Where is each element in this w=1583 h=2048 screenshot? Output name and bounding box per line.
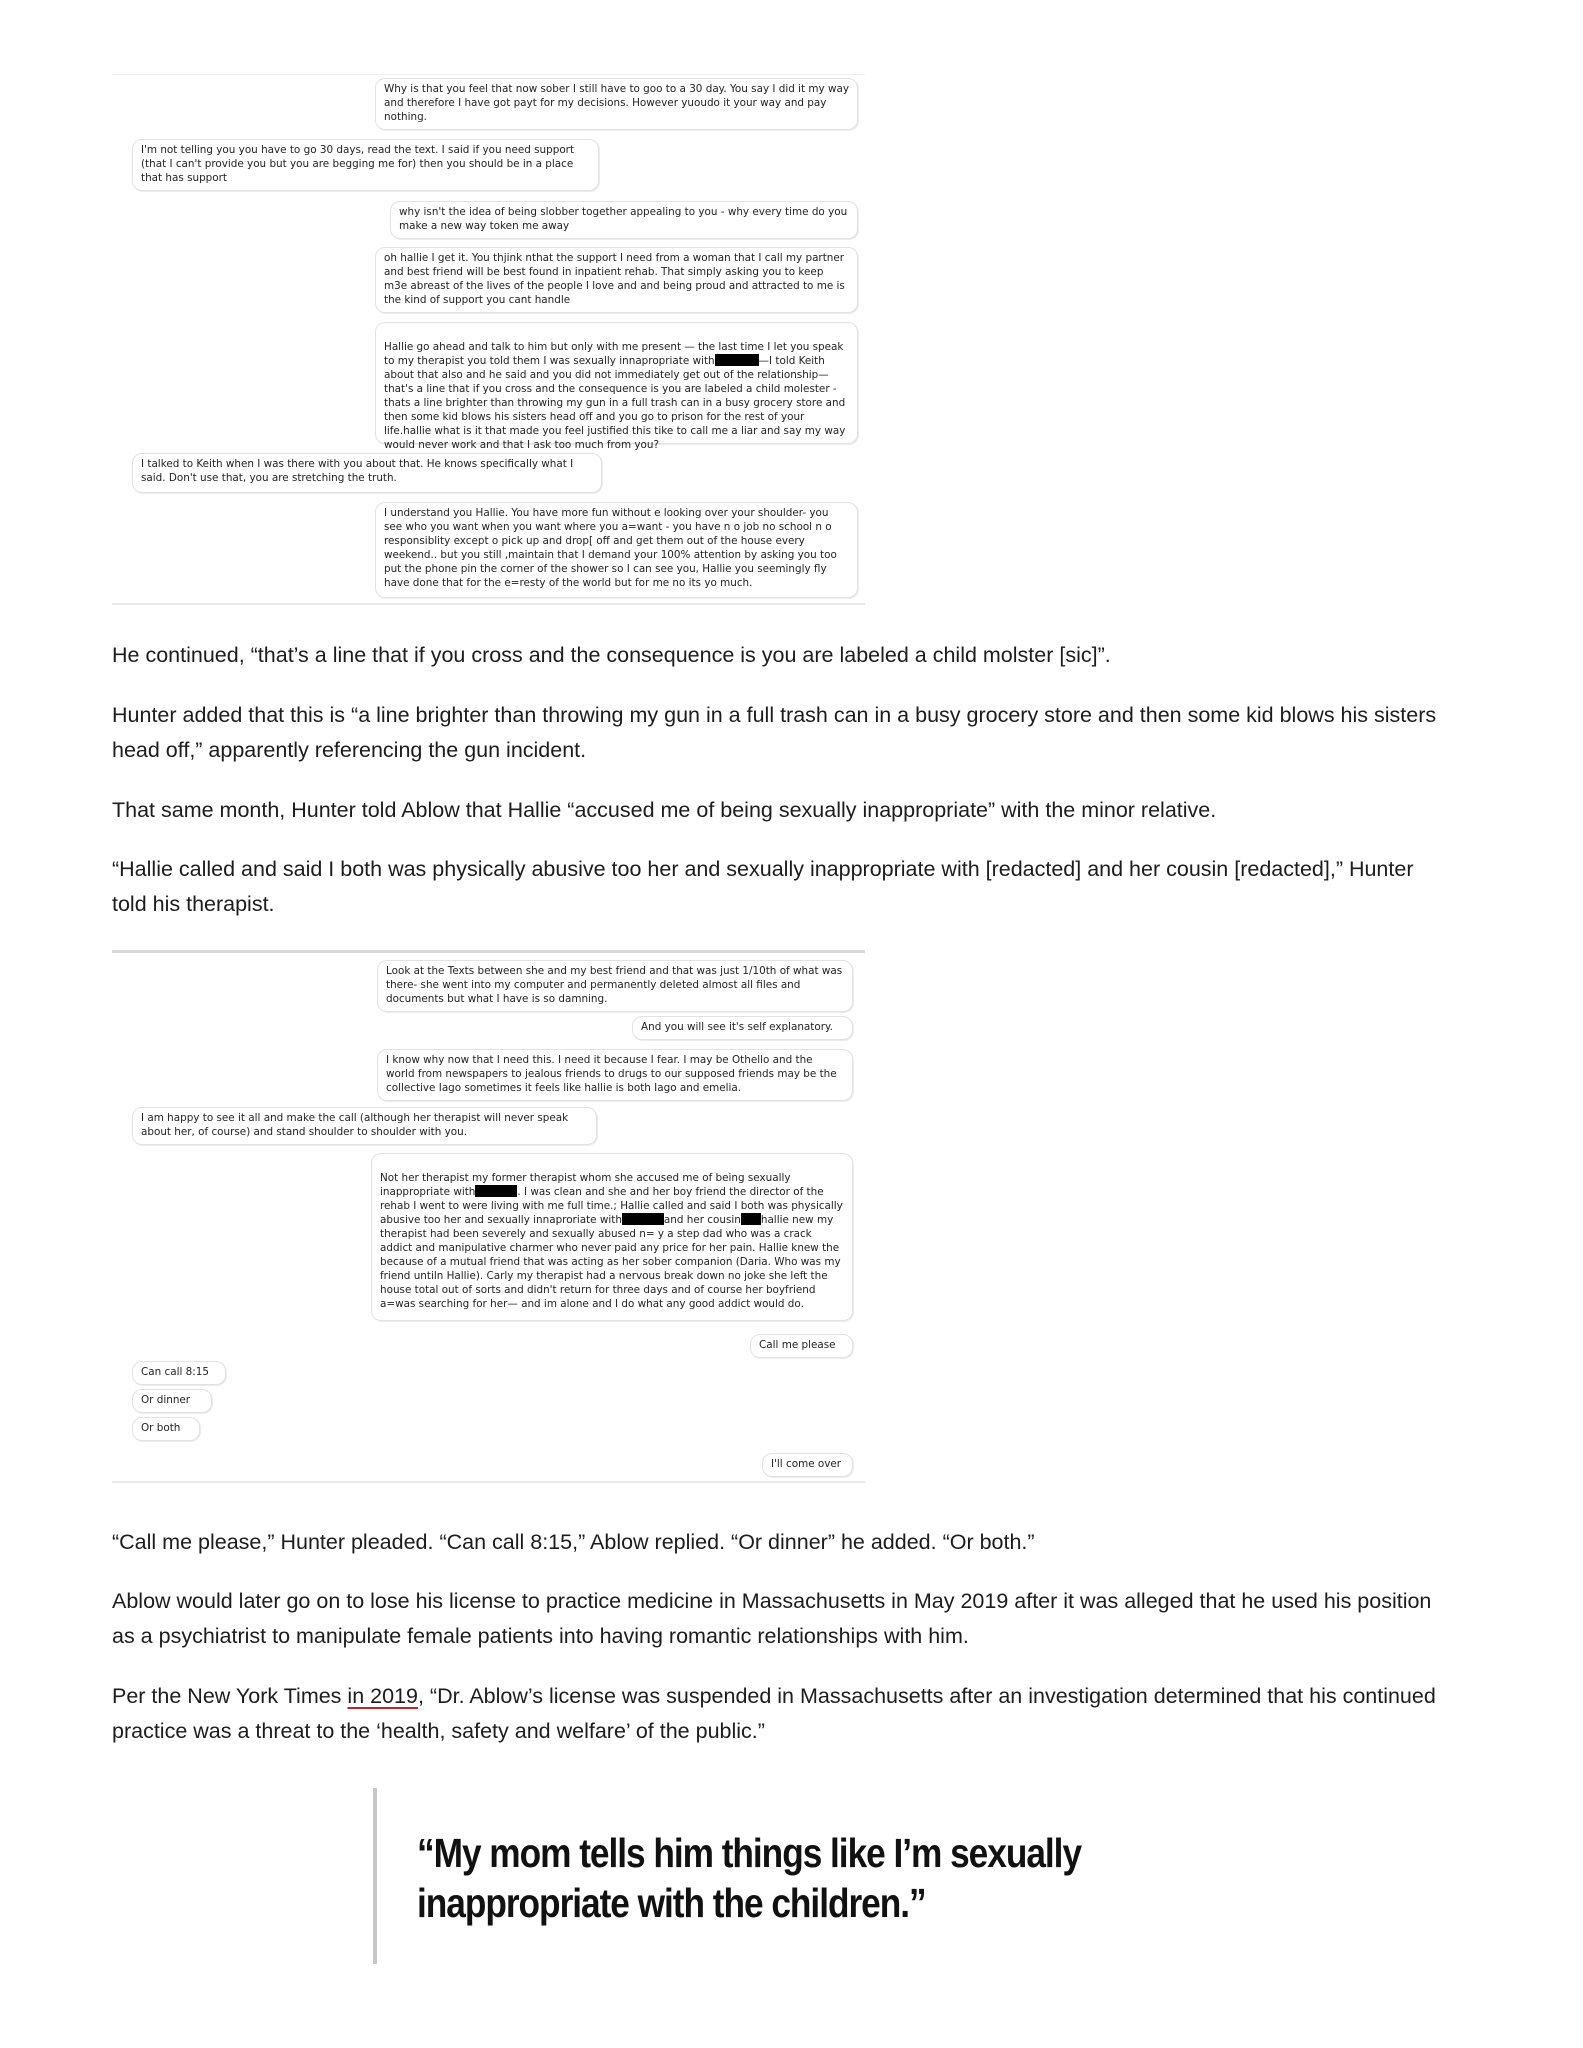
message-bubble-sent: I understand you Hallie. You have more fun without e looking over your shoulder- you see who you want when you want where you a=want - you have n o job no school n o responsiblity except o pick up and drop[ off and get them out of the house every weekend.. but you still ,maintain that I demand your 100% attention by asking you too put the phone pin the corner of the shower so I can see you, Hallie you seemingly fly have done that for the e=resty of the world but for me no its yo much. [375, 502, 858, 598]
article-paragraph: Hunter added that this is “a line brighter than throwing my gun in a full trash can in a busy grocery store and then some kid blows his sisters head off,” apparently referencing the gun incident. [112, 703, 1437, 762]
redaction-bar [715, 354, 759, 366]
message-text: Hallie go ahead and talk to him but only with me present — the last time I let you speak to my therapist you told them I was sexually innapropriate with [384, 341, 844, 367]
message-text: —I told Keith about that also and he said and you did not immediately get out of the relationship— that's a line that if you cross and the consequence is you are labeled a child molester - thats a line brighter than throwing my gun in a full trash can in a busy grocery store and then some kid blows his sisters head off and you go to prison for the rest of your life.hallie what is it that made you feel justified this tike to call me a liar and say my way would never work and that I ask too much from you? [384, 355, 846, 451]
message-text: hallie new my therapist had been severely and sexually abused n= y a step dad who was a crack addict and manipulative charmer who never paid any price for her pain. Hallie knew the because of a mutual friend that was acting as her sober companion (Daria. Who was my friend untiln Hallie). Carly my therapist had a nervous break down no joke she left the house total out of sorts and didn't return for three days and of course her boyfriend a=was searching for her— and im alone and I do what any good addict would do. [380, 1214, 841, 1310]
message-bubble-sent: I know why now that I need this. I need it because I fear. I may be Othello and the world from newspapers to jealous friends to drugs to our supposed friends may be the collective Iago sometimes it feels like hallie is both Iago and emelia. [377, 1049, 853, 1101]
message-bubble-sent: oh hallie I get it. You thjink nthat the support I need from a woman that I call my partner and best friend will be best found in inpatient rehab. That simply asking you to keep m3e abreast of the lives of the people I love and and being proud and attracted to me is the kind of support you cant handle [375, 247, 858, 313]
article-paragraph: He continued, “that’s a line that if you cross and the consequence is you are labeled a child molster [sic]”. [112, 643, 1111, 667]
pull-quote-text: “My mom tells him things like I’m sexually inappropriate with the children.” [417, 1830, 1082, 1926]
article-paragraph: That same month, Hunter told Ablow that Hallie “accused me of being sexually inappropriate” with the minor relative. [112, 798, 1217, 822]
article-paragraph: Ablow would later go on to lose his license to practice medicine in Massachusetts in May 2019 after it was alleged that he used his position as a psychiatrist to manipulate female patients into having romantic relationships with him. [112, 1589, 1432, 1648]
message-text: . I was clean and she and her boy friend the director of the rehab I went to were living with me full time.; Hallie called and said I both was physically abusive too her and sexually innaproriate with [380, 1186, 843, 1226]
message-bubble-received: Or both [132, 1417, 200, 1441]
text-message-screenshot-1 [112, 74, 865, 605]
message-bubble-received: Or dinner [132, 1389, 212, 1413]
pull-quote [373, 1788, 1277, 1964]
message-text: and her cousin [663, 1214, 741, 1226]
message-bubble-sent: Call me please [750, 1334, 853, 1358]
paragraph-text: Per the New York Times [112, 1684, 348, 1708]
message-bubble-received: I am happy to see it all and make the call (although her therapist will never speak about her, of course) and stand shoulder to shoulder with you. [132, 1107, 597, 1145]
message-bubble-received: I'm not telling you you have to go 30 days, read the text. I said if you need support (that I can't provide you but you are begging me for) then you should be in a place that has support [132, 139, 599, 191]
message-bubble-received: Can call 8:15 [132, 1361, 226, 1385]
redaction-bar [622, 1213, 664, 1225]
message-bubble-sent [375, 322, 858, 451]
paragraph-text: , “Dr. Ablow’s license was suspended in Massachusetts after an investigation determined that his continued practice was a threat to the ‘health, safety and welfare’ of the public.” [112, 1684, 1436, 1743]
article-paragraph [112, 1679, 1452, 1749]
message-bubble-sent: why isn't the idea of being slobber together appealing to you - why every time do you make a new way token me away [390, 201, 858, 239]
message-bubble-sent [371, 1153, 853, 1321]
article-paragraph: “Call me please,” Hunter pleaded. “Can call 8:15,” Ablow replied. “Or dinner” he added. “Or both.” [112, 1530, 1035, 1554]
message-bubble-received: I talked to Keith when I was there with you about that. He knows specifically what I said. Don't use that, you are stretching the truth. [132, 453, 602, 493]
nyt-2019-link[interactable]: in 2019 [347, 1684, 418, 1708]
message-bubble-sent: And you will see it's self explanatory. [632, 1016, 853, 1040]
article-paragraph: “Hallie called and said I both was physically abusive too her and sexually inappropriate with [redacted] and her cousin [redacted],” Hunter told his therapist. [112, 857, 1414, 916]
redaction-bar [475, 1185, 517, 1197]
message-text: Not her therapist my former therapist whom she accused me of being sexually inappropriate with [380, 1172, 791, 1198]
message-bubble-sent: Why is that you feel that now sober I still have to goo to a 30 day. You say I did it my way and therefore I have got payt for my decisions. However yuoudo it your way and pay nothing. [375, 78, 858, 130]
text-message-screenshot-2 [112, 950, 865, 1483]
redaction-bar [741, 1213, 761, 1225]
message-bubble-sent: Look at the Texts between she and my best friend and that was just 1/10th of what was there- she went into my computer and permanently deleted almost all files and documents but what I have is so damning. [377, 960, 853, 1012]
message-bubble-sent: I'll come over [762, 1453, 853, 1477]
